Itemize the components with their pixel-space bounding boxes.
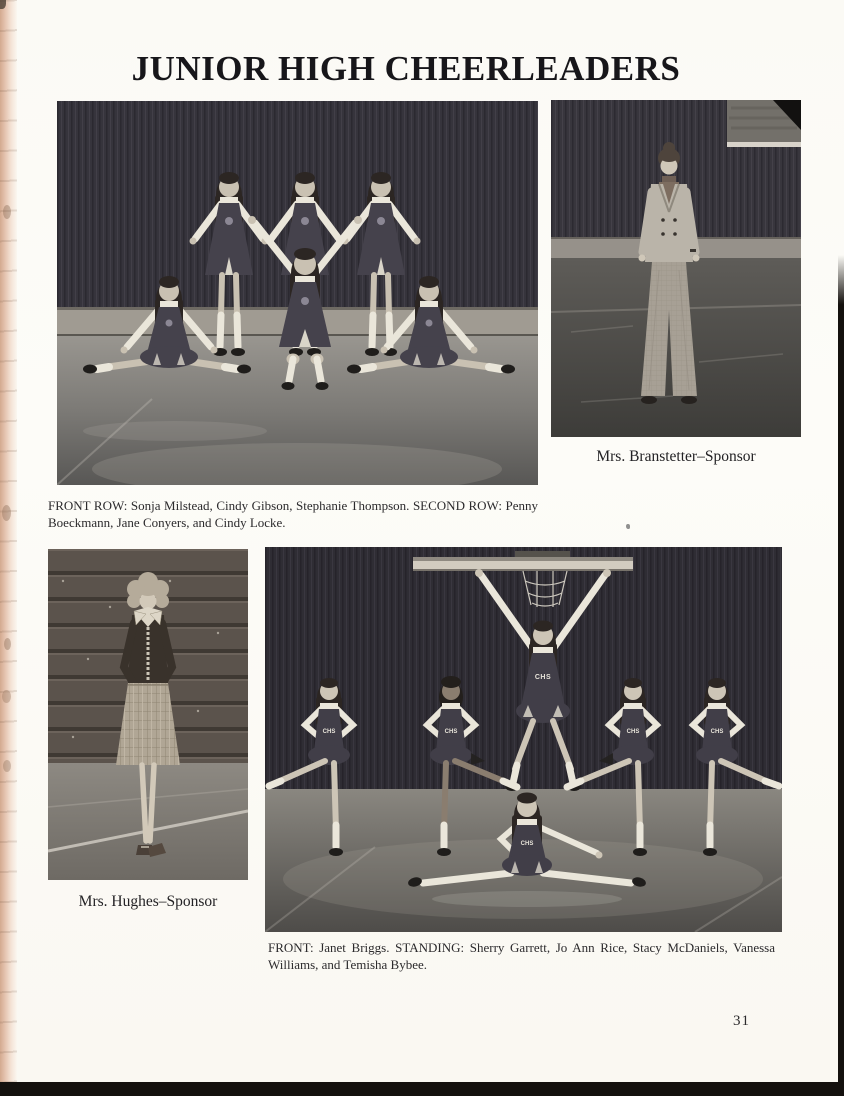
uniform-letters: CHS <box>626 729 640 735</box>
sponsor-top-photo-illustration <box>551 100 801 437</box>
page-edge-smudge <box>3 205 11 219</box>
uniform-letters: CHS <box>710 729 724 735</box>
photo-sponsor-bottom <box>48 549 248 880</box>
page-edge-smudge <box>3 760 11 772</box>
uniform-letters: CHS <box>444 729 458 735</box>
photo-sponsor-top <box>551 100 801 437</box>
caption-line: FRONT ROW: Sonja Milstead, Cindy Gibson, Stephanie Thompson. SECOND ROW: Penny <box>48 498 538 513</box>
sponsor-bottom-photo-illustration <box>48 549 248 880</box>
uniform-letters: CHS <box>322 729 336 735</box>
caption-line: Boeckmann, Jane Conyers, and Cindy Locke. <box>48 514 286 530</box>
page-edge-smudge <box>2 690 11 703</box>
basketball-backboard-corner <box>727 100 801 147</box>
gym-floor <box>48 763 248 880</box>
photo-squad-top <box>57 101 538 485</box>
caption-line: Williams, and Temisha Bybee. <box>268 956 427 972</box>
caption-squad-top <box>48 498 538 532</box>
print-artifact-speck <box>626 524 630 529</box>
caption-sponsor-top: Mrs. Branstetter–Sponsor <box>596 448 756 465</box>
page-number: 31 <box>733 1013 750 1029</box>
squad-top-photo-illustration <box>57 101 538 485</box>
page-edge-smudge <box>2 505 11 521</box>
squad-bottom-photo-illustration <box>265 547 782 932</box>
page-edge-smudge <box>4 638 11 650</box>
uniform-letters: CHS <box>520 841 534 847</box>
caption-sponsor-bottom: Mrs. Hughes–Sponsor <box>78 893 218 910</box>
page-title: JUNIOR HIGH CHEERLEADERS <box>131 49 681 88</box>
uniform-letters: CHS <box>534 674 552 681</box>
caption-squad-bottom <box>268 940 775 974</box>
photo-squad-bottom <box>265 547 782 932</box>
caption-line: FRONT: Janet Briggs. STANDING: Sherry Garrett, Jo Ann Rice, Stacy McDaniels, Vanessa <box>268 940 775 955</box>
scan-right-edge <box>838 255 844 1082</box>
book-binding-edge <box>0 0 17 1082</box>
